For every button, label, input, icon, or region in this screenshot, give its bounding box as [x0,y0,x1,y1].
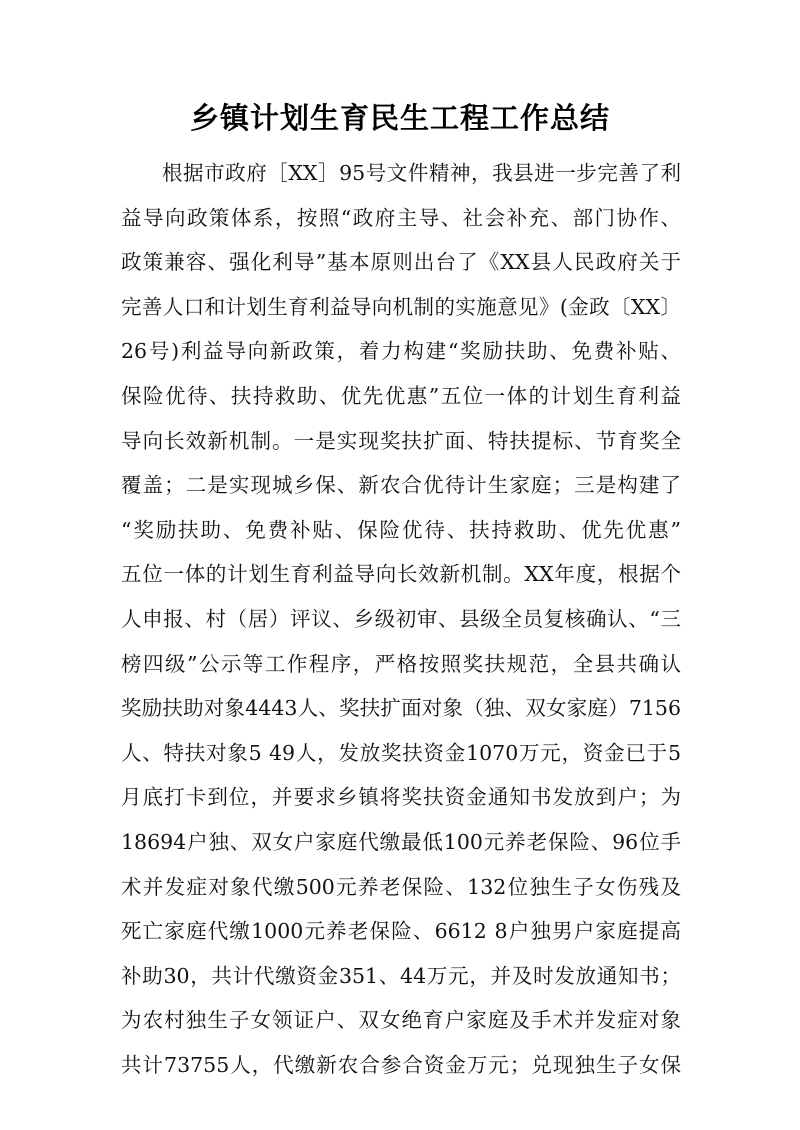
document-body [121,151,681,1087]
text-line: 保险优待、扶持救助、优先优惠”五位一体的计划生育利益 [121,383,681,408]
text-line: 榜四级”公示等工作程序，严格按照奖扶规范，全县共确认 [121,651,681,676]
text-line: 五位一体的计划生育利益导向长效新机制。XX年度，根据个 [121,562,681,587]
document-title: 乡镇计划生育民生工程工作总结 [189,101,610,135]
text-line: 奖励扶助对象4443人、奖扶扩面对象（独、双女家庭）7156 [121,696,681,721]
text-line: 人申报、村（居）评议、乡级初审、县级全员复核确认、“三 [121,606,681,631]
text-line: 人、特扶对象5 49人，发放奖扶资金1070万元，资金已于5 [121,740,681,765]
text-line: 补助30，共计代缴资金351、44万元，并及时发放通知书； [121,963,681,988]
text-line: 导向长效新机制。一是实现奖扶扩面、特扶提标、节育奖全 [121,428,681,453]
text-line: 术并发症对象代缴500元养老保险、132位独生子女伤残及 [121,874,681,899]
text-line: 覆盖；二是实现城乡保、新农合优待计生家庭；三是构建了 [121,473,681,498]
text-line: 死亡家庭代缴1000元养老保险、6612 8户独男户家庭提高 [121,919,681,944]
text-line: 益导向政策体系，按照“政府主导、社会补充、部门协作、 [121,205,681,230]
text-line: “奖励扶助、免费补贴、保险优待、扶持救助、优先优惠” [121,517,681,542]
text-line: 月底打卡到位，并要求乡镇将奖扶资金通知书发放到户；为 [121,785,681,810]
text-line: 共计73755人，代缴新农合参合资金万元；兑现独生子女保 [121,1052,681,1077]
text-line: 为农村独生子女领证户、双女绝育户家庭及手术并发症对象 [121,1008,681,1033]
text-line: 政策兼容、强化利导”基本原则出台了《XX县人民政府关于 [121,250,681,275]
text-line: 完善人口和计划生育利益导向机制的实施意见》(金政〔XX〕 [121,294,681,319]
text-line: 18694户独、双女户家庭代缴最低100元养老保险、96位手 [121,829,681,854]
text-line: 根据市政府［XX］95号文件精神，我县进一步完善了利 [162,161,681,185]
text-line: 26号)利益导向新政策，着力构建“奖励扶助、免费补贴、 [121,339,681,364]
